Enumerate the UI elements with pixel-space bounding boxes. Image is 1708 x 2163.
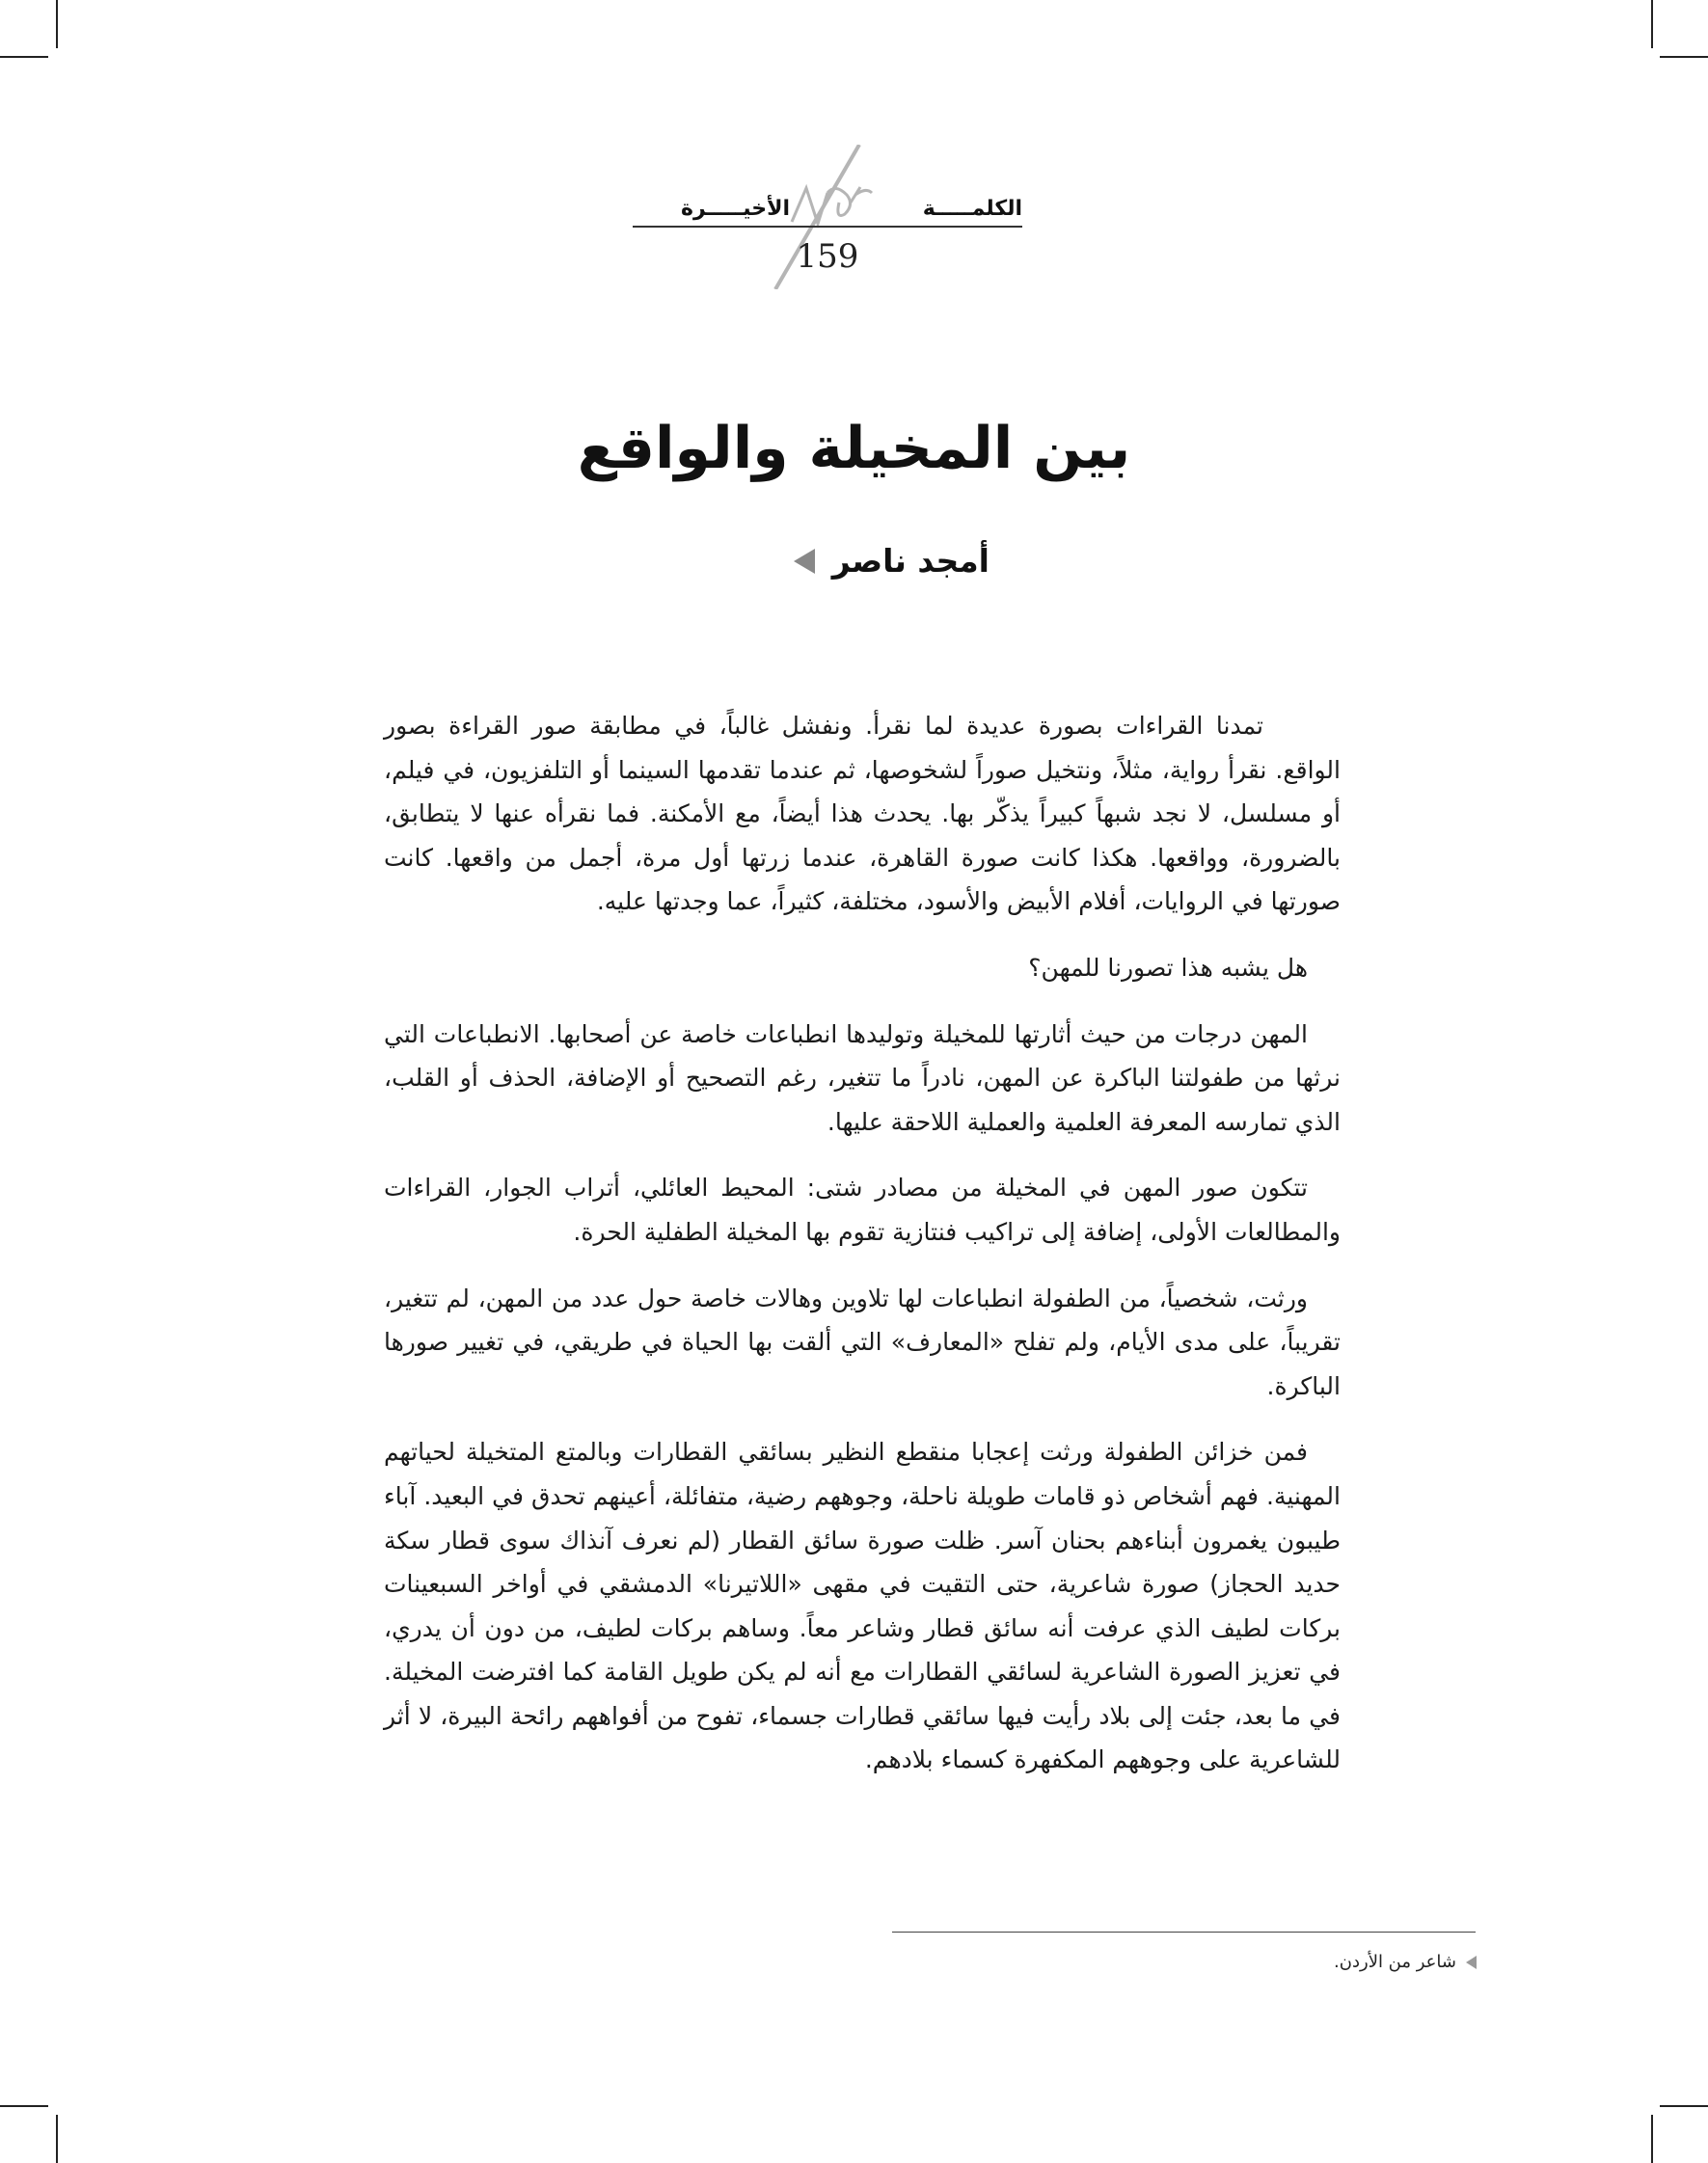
- footnote-text: شاعر من الأردن.: [1334, 1952, 1456, 1972]
- paragraph-5: ورثت، شخصياً، من الطفولة انطباعات لها تلاوين وهالات خاصة حول عدد من المهن، لم تتغير، تقريباً، على مدى الأيام، ولم تفلح «المعارف» التي ألقت بها الحياة في طريقي، في تغيير صورها الباكرة.: [384, 1284, 1341, 1400]
- paragraph-6: فمن خزائن الطفولة ورثت إعجابا منقطع النظير بسائقي القطارات وبالمتع المتخيلة لحياتهم المهنية. فهم أشخاص ذو قامات طويلة ناحلة، وجوههم رضية، متفائلة، أعينهم تحدق في البعيد. آباء طيبون يغمرون أبناءهم بحنان آسر. ظلت صورة سائق القطار (لم نعرف آنذاك سوى قطار سكة حديد الحجاز) صورة شاعرية، حتى التقيت في مقهى «اللاتيرنا» الدمشقي في أواخر السبعينات بركات لطيف الذي عرفت أنه سائق قطار وشاعر معاً. وساهم بركات لطيف، من دون أن يدري، في تعزيز الصورة الشاعرية لسائقي القطارات مع أنه لم يكن طويل القامة كما افترضت المخيلة. في ما بعد، جئت إلى بلاد رأيت فيها سائقي قطارات جسماء، تفوح من أفواههم رائحة البيرة، لا أثر للشاعرية على وجوههم المكفهرة كسماء بلادهم.: [384, 1438, 1341, 1774]
- header-label-right: الكلمـــــة: [922, 197, 1022, 221]
- paragraph-4: تتكون صور المهن في المخيلة من مصادر شتى: المحيط العائلي، أتراب الجوار، القراءات والمطالعات الأولى، إضافة إلى تراكيب فنتازية تقوم بها المخيلة الطفلية الحرة.: [384, 1174, 1341, 1246]
- author-name: أمجد ناصر: [831, 542, 990, 580]
- footnote: [1334, 1952, 1477, 1972]
- crop-mark-bottom-right-h: [1660, 2105, 1708, 2107]
- crop-mark-top-right-h: [1660, 56, 1708, 58]
- article-body: [384, 704, 1341, 1804]
- crop-mark-top-left-h: [0, 56, 48, 58]
- crop-mark-top-right-v: [1651, 0, 1653, 48]
- paragraph-1: تمدنا القراءات بصورة عديدة لما نقرأ. ونفشل غالباً، في مطابقة صور القراءة بصور الواقع. نقرأ رواية، مثلاً، ونتخيل صوراً لشخوصها، ثم عندما تقدمها السينما أو التلفزيون، في فيلم، أو مسلسل، لا نجد شبهاً كبيراً يذكّر بها. يحدث هذا أيضاً، مع الأمكنة. فما نقرأه عنها لا يتطابق، بالضرورة، وواقعها. هكذا كانت صورة القاهرة، عندما زرتها أول مرة، أجمل من واقعها. كانت صورتها في الروايات، أفلام الأبيض والأسود، مختلفة، كثيراً، عما وجدتها عليه.: [384, 712, 1341, 916]
- article-title: بين المخيلة والواقع: [577, 415, 1131, 482]
- header-label-left: الأخيـــــرة: [681, 197, 791, 221]
- page-number: 159: [796, 237, 859, 276]
- author-byline: [794, 542, 990, 580]
- footnote-triangle-icon: [1466, 1956, 1477, 1969]
- crop-mark-bottom-right-v: [1651, 2115, 1653, 2163]
- running-header: [633, 145, 1022, 289]
- paragraph-2: هل يشبه هذا تصورنا للمهن؟: [1028, 953, 1308, 982]
- triangle-marker-icon: [794, 549, 815, 574]
- footnote-rule: [892, 1932, 1476, 1933]
- header-rule: [633, 226, 1022, 228]
- crop-mark-top-left-v: [56, 0, 58, 48]
- crop-mark-bottom-left-v: [56, 2115, 58, 2163]
- paragraph-3: المهن درجات من حيث أثارتها للمخيلة وتوليدها انطباعات خاصة عن أصحابها. الانطباعات التي نرثها من طفولتنا الباكرة عن المهن، نادراً ما تتغير، رغم التصحيح أو الإضافة، الحذف أو القلب، الذي تمارسه المعرفة العلمية والعملية اللاحقة عليها.: [384, 1019, 1341, 1136]
- crop-mark-bottom-left-h: [0, 2105, 48, 2107]
